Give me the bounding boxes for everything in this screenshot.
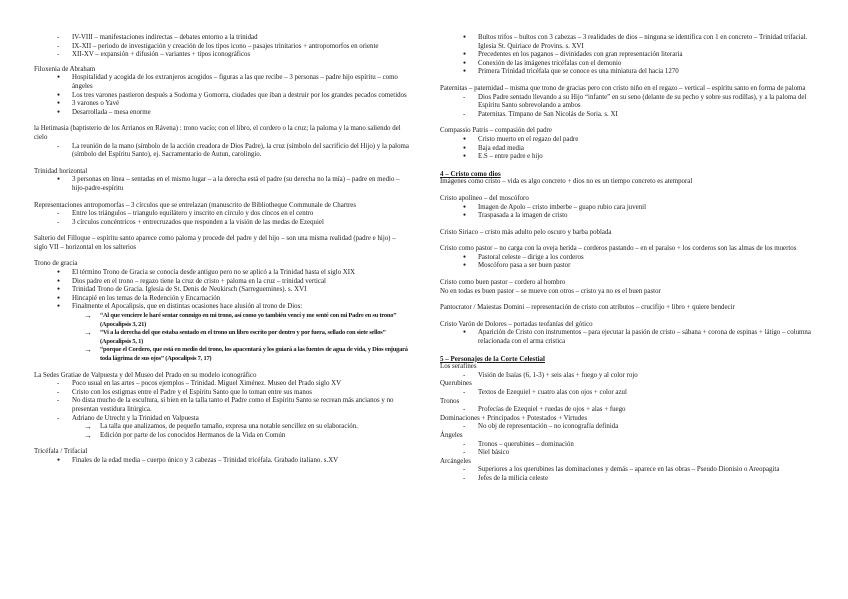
list-item <box>34 43 410 52</box>
list-item <box>34 34 410 43</box>
dash-marker: - <box>57 414 60 422</box>
bullet-marker: ● <box>57 457 61 463</box>
list-item-text: E.S – entre padre e hijo <box>478 153 543 161</box>
list-item <box>440 262 824 271</box>
bullet-marker: ● <box>463 145 467 151</box>
bullet-marker: ● <box>57 278 61 284</box>
list-item <box>440 145 824 154</box>
list-item <box>440 475 824 484</box>
list-item <box>34 176 410 193</box>
list-item <box>440 329 824 346</box>
list-item <box>34 219 410 228</box>
list-item <box>440 372 824 381</box>
list-item-text: Profecías de Ezequiel + ruedas de ojos + alas + fuego <box>478 406 626 414</box>
list-item-text: Niel básico <box>478 449 510 457</box>
bullet-marker: ● <box>463 154 467 160</box>
list-item-text: Imagen de Apolo – cristo imberbe – guapo rubio cara juvenil <box>478 203 647 211</box>
list-item-text: IV-VIII – manifestaciones indirectas – debates entorno a la trinidad <box>72 34 258 41</box>
dash-marker: - <box>57 51 60 59</box>
section-title-sedes: La Sedes Gratiae de Valpuesta y del Museo del Prado en su modelo iconográfico <box>34 371 257 379</box>
quote-item <box>34 329 410 346</box>
list-item-text: Superiores a los querubines las dominaciones y demás – aparece en las obras – Pseudo Dionisio o Areopagita <box>478 466 780 474</box>
bullet-marker: ● <box>463 60 467 66</box>
list-item-text: IX-XII – periodo de investigación y creación de los tipos icono – pasajes trinitarios + antropomorfos en oriente <box>72 42 379 50</box>
list-item-text: Precedentes en los paganos – divinidades con gran representación literaria <box>478 51 683 59</box>
list-item-text: Jefes de la milicia celeste <box>478 474 549 482</box>
list-item <box>34 278 410 287</box>
list-item-text: Pastoral celeste – dirige a los corderos <box>478 253 584 261</box>
list-item-text: La reunión de la mano (símbolo de la acción creadora de Dios Padre), la cruz (símbolo del sacrificio del Hijo) y la paloma (símbolo del Espíritu Santo), ej. Sacramentario de Autun, carolingio. <box>72 142 409 159</box>
section-title-tricefala: Tricéfala / Trifacial <box>34 448 88 456</box>
arrow-icon: → <box>84 422 92 432</box>
dash-marker: - <box>463 371 466 379</box>
list-item <box>440 449 824 458</box>
list-item-text: Edición por parte de los conocidos Hermanos de la Vida en Común <box>100 431 286 439</box>
paragraph-buen-pastor-2: No en todas es buen pastor – se mueve con otros – cristo ya no es el buen pastor <box>440 287 661 295</box>
bullet-marker: ● <box>57 295 61 301</box>
list-item-text: Traspasada a la imagen de cristo <box>478 212 568 220</box>
list-item-text: No obj de representación – no iconografía definida <box>478 423 619 431</box>
list-item <box>440 204 824 213</box>
dash-marker: - <box>57 142 60 150</box>
list-item-text: Primera Trinidad tricéfala que se conoce es una miniatura del hacia 1270 <box>478 68 679 76</box>
bullet-marker: ● <box>463 136 467 142</box>
arrow-icon: → <box>84 328 92 338</box>
dash-marker: - <box>463 110 466 118</box>
list-item <box>34 143 410 160</box>
list-item <box>34 100 410 109</box>
group-title-angeles: Ángeles <box>440 431 463 439</box>
section-title-varon: Cristo Varón de Dolores – portadas teofanías del gótico <box>440 320 593 328</box>
list-item-text: Moscóforo pasa a ser buen pastor <box>478 262 571 270</box>
section-title-filoxenia: Filoxenia de Abraham <box>34 65 96 73</box>
section-title-hetimasia: la Hetimasia (baptisterio de los Arrianos en Rávena) : trono vacío; con el libro, el cordero o la cruz; la paloma y la mano saliendo del cielo <box>34 125 401 141</box>
paragraph-salterio: Salterio del Filloque – espíritu santo aparece como paloma y procede del padre y del hijo – son una misma realidad (padre e hijo) – siglo VII – horizontal en los salterios <box>34 235 396 251</box>
dash-marker: - <box>463 406 466 414</box>
bullet-marker: ● <box>57 109 61 115</box>
list-item-text: Aparición de Cristo con instrumentos – para ejecutar la pasión de cristo – sábana + corona de espinas + látigo – columna relacionada con el arma cristica <box>478 329 811 346</box>
list-item-text: Poco usual en las artes – pocos ejemplos – Trinidad. Miguel Ximénez. Museo del Prado siglo XV <box>72 380 342 388</box>
list-item <box>440 423 824 432</box>
bullet-marker: ● <box>463 52 467 58</box>
list-item-text: Dios padre en el trono – regazo tiene la cruz de cristo + paloma en la cruz – trinidad vertical <box>72 277 326 285</box>
bullet-marker: ● <box>57 75 61 81</box>
list-item-text: Bultos trifos – bultos con 3 cabezas – 3 realidades de dios – ninguna se identifica con 1 en concreto – Trinidad trifacial. Iglesia St. Quiriace de Provins. s. XVI <box>478 34 808 50</box>
right-column <box>440 34 824 484</box>
list-item-text: Textos de Ezequiel + cuatro alas con ojos + color azul <box>478 389 627 396</box>
bullet-marker: ● <box>463 330 467 336</box>
quote-text: “porque el Cordero, que está en medio del trono, los apacentará y los guiará a las fuentes de agua de vida, y Dios enjugará toda lágrima de sus ojos” (Apocalipsis 7, 17) <box>100 346 408 362</box>
list-item <box>440 441 824 450</box>
dash-marker: - <box>57 380 60 388</box>
group-title-querubines: Querubines <box>440 380 472 388</box>
list-item <box>34 51 410 60</box>
list-item-text: El término Trono de Gracia se conocía desde antiguo pero no se aplicó a la Trinidad hasta el siglo XIX <box>72 269 356 277</box>
bullet-marker: ● <box>463 204 467 210</box>
bullet-marker: ● <box>463 263 467 269</box>
list-item-text: 3 varones o Yavé <box>72 100 120 108</box>
section-title-compassio: Compassio Patris – compasión del padre <box>440 127 552 135</box>
list-item <box>34 380 410 389</box>
list-item <box>440 254 824 263</box>
paragraph-pantocrator: Pantocrator / Maiestas Domini – representación de cristo con atributos – crucifijo + libro + quiere bendecir <box>440 304 735 312</box>
list-item <box>34 92 410 101</box>
bullet-marker: ● <box>57 287 61 293</box>
dash-marker: - <box>463 440 466 448</box>
list-item <box>440 406 824 415</box>
section-title-representaciones: Representaciones antropomorfas – 3 círculos que se entrelazan (manuscrito de Bibliotheque Communale de Chartres <box>34 201 357 209</box>
list-item-text: Hincapié en los temas de la Redención y Encarnación <box>72 294 221 302</box>
heading-cristo-como-dios: 4 – Cristo como dios <box>440 169 501 178</box>
group-title-arcangeles: Arcángeles <box>440 457 471 465</box>
arrow-icon: → <box>84 311 92 321</box>
list-item <box>34 74 410 91</box>
dash-marker: - <box>463 389 466 396</box>
list-item-text: Desarrollada – mesa enorme <box>72 108 151 116</box>
list-item-text: Tronos – querubines – dominación <box>478 440 574 448</box>
arrow-icon: → <box>84 430 92 440</box>
list-item <box>34 295 410 304</box>
list-item-text: Conexión de las imágenes tricéfalas con el demonio <box>478 59 622 67</box>
dash-marker: - <box>463 474 466 482</box>
bullet-marker: ● <box>463 213 467 219</box>
group-title-serafines: Los serafines <box>440 363 477 371</box>
list-item-text: Cristo con los estigmas entre el Padre y el Espíritu Santo que lo toman entre sus manos <box>72 388 312 396</box>
list-item <box>440 153 824 162</box>
list-item <box>440 136 824 145</box>
bullet-marker: ● <box>463 69 467 75</box>
list-item <box>440 212 824 221</box>
dash-marker: - <box>463 466 466 474</box>
dash-marker: - <box>57 397 60 405</box>
list-item-text: Visión de Isaías (6, 1-3) + seis alas + fuego y al color rojo <box>478 371 638 379</box>
bullet-marker: ● <box>57 101 61 107</box>
list-item <box>440 111 824 120</box>
dash-marker: - <box>57 388 60 396</box>
dash-marker: - <box>57 218 60 226</box>
list-item-text: Trinidad Trono de Gracia. Iglesia de St. Denis de Neukirsch (Sarreguemines). s. XVI <box>72 286 307 294</box>
section-title-horizontal: Trinidad horizontal <box>34 167 88 175</box>
group-title-tronos: Tronos <box>440 397 460 405</box>
list-item <box>34 397 410 414</box>
bullet-marker: ● <box>57 304 61 310</box>
quote-text: “Al que venciere le haré sentar conmigo en mi trono, así como yo también vencí y me senté con mi Padre en su trono” (Apocalipsis 3, 21) <box>100 312 397 328</box>
section-title-trono: Trono de gracia <box>34 260 78 268</box>
list-item-text: 3 personas en línea – sentadas en el mismo lugar – a la derecha está el padre (su derecha no la mía) – padre en medio – hijo-padre-espíritu <box>72 176 400 192</box>
dash-marker: - <box>57 210 60 218</box>
bullet-marker: ● <box>463 254 467 260</box>
list-item-text: No dista mucho de la escultura, si bien en la talla tanto el Padre como el Espíritu Santo se recrean más ancianos y no presentan vestidura litúrgica. <box>72 397 394 413</box>
list-item-text: Los tres varones pastieron después a Sodoma y Gomorra, ciudades que iban a destruir por los grandes pecados cometidos <box>72 91 407 99</box>
quote-item <box>34 312 410 329</box>
section-title-apolineo: Cristo apolíneo – del moscóforo <box>440 194 529 202</box>
paragraph-buen-pastor: Cristo como buen pastor – cordero al hombro <box>440 279 566 287</box>
list-item-text: Dios Padre sentado llevando a su Hijo “infante” en su seno (delante de su pecho y sobre sus rodillas), y a la paloma del Espíritu Santo sobrevolando a ambos <box>478 93 807 110</box>
dash-marker: - <box>57 34 60 41</box>
section-title-pastor: Cristo como pastor – no carga con la oveja herida – corderos pastando – en el paraíso + los corderos son las almas de los muertos <box>440 245 797 253</box>
dash-marker: - <box>57 42 60 50</box>
list-item-text: La talla que analizamos, de pequeño tamaño, expresa una notable sencillez en su elaboración. <box>100 423 358 431</box>
list-item <box>440 68 824 77</box>
dash-marker: - <box>463 93 466 101</box>
list-item-text: Finalmente el Apocalipsis, que en distintas ocasiones hace alusión al trono de Dios: <box>72 303 303 311</box>
list-item <box>34 286 410 295</box>
dash-marker: - <box>463 449 466 457</box>
quote-item <box>34 346 410 363</box>
quote-text: “Vi a la derecha del que estaba sentado en el trono un libro escrito por dentro y por fuera, sellado con siete sellos” (Apocalipsis 5, 1) <box>100 329 386 345</box>
list-item <box>440 60 824 69</box>
list-item <box>440 466 824 475</box>
group-title-dominaciones: Dominaciones + Principados + Potestados + Virtudes <box>440 414 588 422</box>
list-item <box>34 210 410 219</box>
list-item <box>440 389 824 398</box>
sub-list-item <box>34 432 410 441</box>
list-item-text: 3 círculos concéntricos + entrecruzados que responden a la visión de las medas de Ezequiel <box>72 218 324 226</box>
list-item-text: Cristo muerto en el regazo del padre <box>478 135 579 143</box>
list-item-text: Entre los triángulos – triangulo equilátero y inscrito en círculo y dos cíncos en el centro <box>72 210 314 218</box>
heading-corte-celestial: 5 – Personajes de la Corte Celestial <box>440 354 545 363</box>
list-item <box>440 94 824 111</box>
list-item <box>34 109 410 118</box>
bullet-marker: ● <box>57 177 61 183</box>
list-item-text: XII-XV – expansión + difusión – variantes + tipos iconográficos <box>72 51 251 59</box>
list-item-text: Finales de la edad media – cuerpo único y 3 cabezas – Trinidad tricéfala. Grabado italiano. s.XV <box>72 456 339 464</box>
list-item-text: Baja edad media <box>478 144 524 152</box>
left-column <box>34 34 410 466</box>
list-item <box>34 389 410 398</box>
paragraph-cristo-intro: Imágenes como cristo – vida es algo concreto + dios no es un tiempo concreto es atemporal <box>440 178 693 186</box>
list-item <box>440 34 824 51</box>
paragraph-siriaco: Cristo Siriaco – cristo más adulto pelo oscuro y barba poblada <box>440 228 612 236</box>
section-title-paternitas: Paternitas – paternidad – misma que trono de gracias pero con cristo niño en el regazo – vertical – espíritu santo en forma de paloma <box>440 84 806 92</box>
list-item-text: Paternitas. Tímpano de San Nicolás de Soria. s. XI <box>478 110 618 118</box>
arrow-icon: → <box>84 345 92 355</box>
list-item-text: Adriano de Utrecht y la Trinidad en Valpuesta <box>72 414 199 422</box>
list-item <box>34 269 410 278</box>
list-item <box>34 457 410 466</box>
bullet-marker: ● <box>57 270 61 276</box>
bullet-marker: ● <box>57 92 61 98</box>
dash-marker: - <box>463 423 466 431</box>
list-item-text: Hospitalidad y acogida de los extranjeros acogidos – figuras a las que recibe – 3 personas – padre hijo espíritu – como ángeles <box>72 74 398 90</box>
bullet-marker: ● <box>463 35 467 40</box>
list-item <box>440 51 824 60</box>
